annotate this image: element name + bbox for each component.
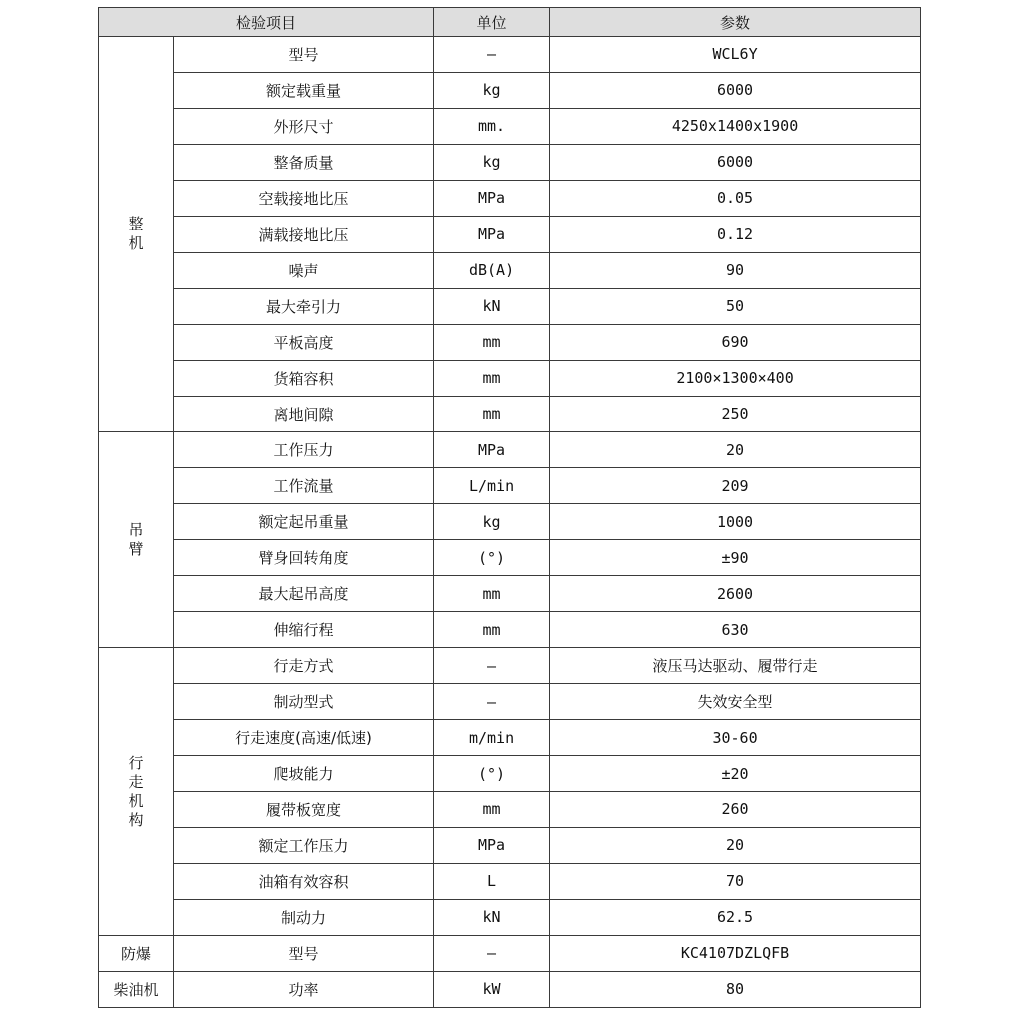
value-cell: 1000 <box>550 504 921 540</box>
engine-label-line1: 防爆 <box>99 935 174 971</box>
group-label-machine: 整机 <box>99 37 174 432</box>
value-cell: ±20 <box>550 756 921 792</box>
item-cell: 功率 <box>174 971 434 1007</box>
value-cell: 70 <box>550 863 921 899</box>
table-row <box>99 935 921 971</box>
item-cell: 爬坡能力 <box>174 756 434 792</box>
item-cell: 满载接地比压 <box>174 216 434 252</box>
unit-cell: — <box>434 935 550 971</box>
table-row <box>99 576 921 612</box>
value-cell: KC4107DZLQFB <box>550 935 921 971</box>
table-row <box>99 37 921 73</box>
table-row <box>99 504 921 540</box>
item-cell: 臂身回转角度 <box>174 540 434 576</box>
value-cell: 80 <box>550 971 921 1007</box>
table-row <box>99 360 921 396</box>
table-row <box>99 396 921 432</box>
table-row <box>99 468 921 504</box>
table-row <box>99 108 921 144</box>
table-row <box>99 648 921 684</box>
item-cell: 离地间隙 <box>174 396 434 432</box>
value-cell: 0.12 <box>550 216 921 252</box>
unit-cell: mm. <box>434 108 550 144</box>
value-cell: 6000 <box>550 144 921 180</box>
item-cell: 工作压力 <box>174 432 434 468</box>
unit-cell: m/min <box>434 720 550 756</box>
table-row <box>99 720 921 756</box>
value-cell: 209 <box>550 468 921 504</box>
unit-cell: MPa <box>434 432 550 468</box>
value-cell: 62.5 <box>550 899 921 935</box>
table-row <box>99 144 921 180</box>
unit-cell: (°) <box>434 756 550 792</box>
value-cell: 30-60 <box>550 720 921 756</box>
unit-cell: (°) <box>434 540 550 576</box>
unit-cell: mm <box>434 324 550 360</box>
table-row <box>99 971 921 1007</box>
item-cell: 制动型式 <box>174 684 434 720</box>
value-cell: 失效安全型 <box>550 684 921 720</box>
value-cell: WCL6Y <box>550 37 921 73</box>
unit-cell: — <box>434 684 550 720</box>
table-row <box>99 180 921 216</box>
item-cell: 最大牵引力 <box>174 288 434 324</box>
unit-cell: dB(A) <box>434 252 550 288</box>
item-cell: 噪声 <box>174 252 434 288</box>
table-row <box>99 827 921 863</box>
value-cell: ±90 <box>550 540 921 576</box>
table-row <box>99 756 921 792</box>
item-cell: 额定工作压力 <box>174 827 434 863</box>
table-row <box>99 792 921 828</box>
item-cell: 平板高度 <box>174 324 434 360</box>
item-cell: 外形尺寸 <box>174 108 434 144</box>
group-label-travel-mechanism: 行走机构 <box>99 648 174 936</box>
item-cell: 空载接地比压 <box>174 180 434 216</box>
item-cell: 伸缩行程 <box>174 612 434 648</box>
unit-cell: kW <box>434 971 550 1007</box>
unit-cell: kg <box>434 504 550 540</box>
item-cell: 油箱有效容积 <box>174 863 434 899</box>
unit-cell: — <box>434 37 550 73</box>
table-row <box>99 252 921 288</box>
unit-cell: kN <box>434 899 550 935</box>
value-cell: 260 <box>550 792 921 828</box>
group-label-boom: 吊臂 <box>99 432 174 648</box>
value-cell: 50 <box>550 288 921 324</box>
value-cell: 90 <box>550 252 921 288</box>
table-row <box>99 899 921 935</box>
item-cell: 货箱容积 <box>174 360 434 396</box>
unit-cell: kg <box>434 144 550 180</box>
table-row <box>99 684 921 720</box>
table-row <box>99 612 921 648</box>
item-cell: 型号 <box>174 37 434 73</box>
value-cell: 250 <box>550 396 921 432</box>
item-cell: 最大起吊高度 <box>174 576 434 612</box>
table-row <box>99 432 921 468</box>
value-cell: 0.05 <box>550 180 921 216</box>
unit-cell: mm <box>434 612 550 648</box>
item-cell: 型号 <box>174 935 434 971</box>
unit-cell: — <box>434 648 550 684</box>
unit-cell: mm <box>434 576 550 612</box>
value-cell: 20 <box>550 827 921 863</box>
unit-cell: L/min <box>434 468 550 504</box>
item-cell: 行走速度(高速/低速) <box>174 720 434 756</box>
table-row <box>99 288 921 324</box>
header-row <box>99 8 921 37</box>
item-cell: 行走方式 <box>174 648 434 684</box>
table-body <box>99 37 921 1008</box>
item-cell: 额定载重量 <box>174 72 434 108</box>
table-row <box>99 540 921 576</box>
unit-cell: kN <box>434 288 550 324</box>
item-cell: 整备质量 <box>174 144 434 180</box>
item-cell: 履带板宽度 <box>174 792 434 828</box>
value-cell: 690 <box>550 324 921 360</box>
header-param: 参数 <box>550 8 921 37</box>
specification-table <box>98 7 921 1008</box>
table-row <box>99 216 921 252</box>
header-unit: 单位 <box>434 8 550 37</box>
unit-cell: MPa <box>434 827 550 863</box>
table-row <box>99 324 921 360</box>
unit-cell: MPa <box>434 180 550 216</box>
header-item: 检验项目 <box>99 8 434 37</box>
unit-cell: MPa <box>434 216 550 252</box>
value-cell: 4250x1400x1900 <box>550 108 921 144</box>
value-cell: 630 <box>550 612 921 648</box>
value-cell: 6000 <box>550 72 921 108</box>
unit-cell: mm <box>434 792 550 828</box>
unit-cell: mm <box>434 360 550 396</box>
item-cell: 工作流量 <box>174 468 434 504</box>
value-cell: 2100×1300×400 <box>550 360 921 396</box>
value-cell: 20 <box>550 432 921 468</box>
unit-cell: L <box>434 863 550 899</box>
table-row <box>99 863 921 899</box>
item-cell: 制动力 <box>174 899 434 935</box>
unit-cell: mm <box>434 396 550 432</box>
value-cell: 2600 <box>550 576 921 612</box>
engine-label-line2: 柴油机 <box>99 971 174 1007</box>
value-cell: 液压马达驱动、履带行走 <box>550 648 921 684</box>
unit-cell: kg <box>434 72 550 108</box>
table-row <box>99 72 921 108</box>
item-cell: 额定起吊重量 <box>174 504 434 540</box>
